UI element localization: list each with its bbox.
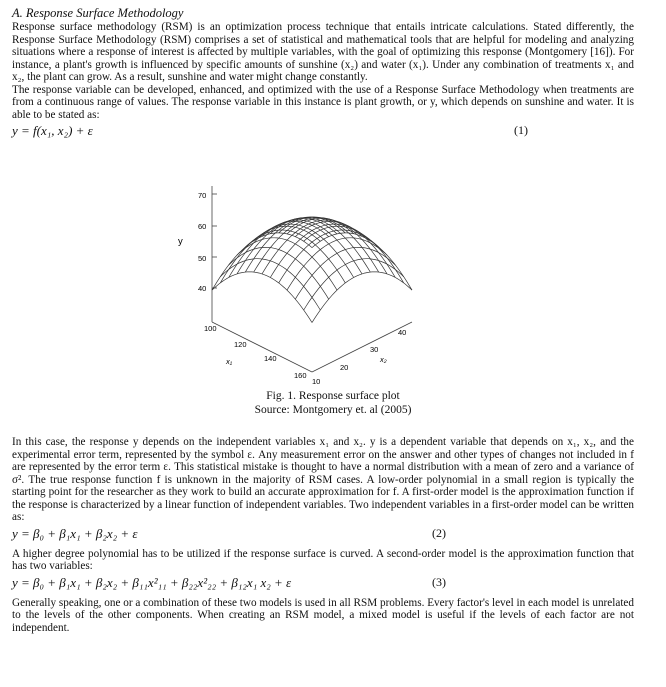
equation-2-row [12, 524, 634, 542]
equation-1-number: (1) [514, 123, 528, 137]
equation-2: y = β₀ + β₁x₁ + β₂x₂ + ε [12, 525, 138, 541]
x1-tick-label: 140 [264, 354, 277, 363]
paragraph-intro: Response surface methodology (RSM) is an optimization process technique that entails intricate calculations. Stated differently, the Response Surface Methodology (RSM) comprises a set of statistical and mathematical tools that are helpful for modeling and analyzing situations where a response of interest is affected by multiple variables, with the goal of optimizing this response (Montgomery [16]). For instance, a plant's growth is influenced by specific amounts of sunshine (x₂) and water (x₁). Under any combination of treatments x₁ and x₂, the plant can grow. As a result, sunshine and water might change constantly. [12, 21, 634, 83]
x1-tick-label: 120 [234, 340, 247, 349]
y-tick-label: 70 [198, 191, 207, 200]
surface-grid-line [254, 218, 354, 273]
y-axis-label: y [178, 236, 183, 247]
x1-axis-label: x₁ [226, 357, 233, 366]
x2-tick-label: 30 [370, 345, 379, 354]
response-surface-figure [0, 176, 666, 388]
equation-2-number: (2) [432, 525, 446, 540]
paragraph-response-variable: The response variable can be developed, enhanced, and optimized with the use of a Response Surface Methodology when treatments are from a continuous range of values. The response variable in this instance is plant growth, or y, which depends on sunshine and water. It is able to be stated as: [12, 83, 634, 121]
surface-grid-line [287, 238, 387, 290]
y-tick-label: 40 [198, 284, 207, 293]
paragraph-second-order: A higher degree polynomial has to be utilized if the response surface is curved. A second-order model is the approximation function that has two variables: [12, 547, 634, 572]
x2-tick-label: 10 [312, 377, 321, 386]
paper-page [12, 6, 634, 139]
x2-tick-label: 40 [398, 328, 407, 337]
equation-3: y = β₀ + β₁x₁ + β₂x₂ + β₁₁x²₁₁ + β₂₂x²₂₂ + β₁₂x₁ x₂ + ε [12, 574, 292, 590]
surface-grid-line [245, 230, 345, 283]
y-tick-label: 60 [198, 222, 207, 231]
surface-grid-line [237, 238, 337, 290]
paragraph-models: Generally speaking, one or a combination of these two models is used in all RSM problems. Every factor's level in each model is unrelated to the levels of the other components. When creating an RSM model, a mixed model is useful if the levels of each factor are not independent. [12, 596, 634, 634]
paper-page-lower [12, 436, 634, 634]
x2-axis-label: x₂ [380, 355, 387, 364]
surface-grid-line [279, 230, 379, 283]
y-tick-label: 50 [198, 254, 207, 263]
x2-axis-line [312, 322, 412, 372]
surface-grid-line [270, 218, 370, 273]
equation-1-row [12, 121, 634, 139]
section-heading: A. Response Surface Methodology [12, 6, 184, 20]
response-surface-mesh [212, 217, 412, 323]
equation-1: y = f(x₁, x₂) + ε [12, 123, 93, 138]
figure-caption: Fig. 1. Response surface plot [266, 390, 400, 402]
x1-tick-label: 100 [204, 324, 217, 333]
x1-tick-label: 160 [294, 371, 307, 380]
equation-3-row [12, 573, 634, 591]
surface-grid-line [312, 233, 412, 290]
equation-3-number: (3) [432, 574, 446, 589]
surface-grid-line [212, 233, 312, 290]
paragraph-error-term: In this case, the response y depends on the independent variables x₁ and x₂. y is a dependent variable that depends on x₁, x₂, and the experimental error term, represented by the symbol ε. Any measurement error on the answer and other types of changes not included in f are represented by the error term ε. This statistical mistake is thought to have a normal distribution with a mean of zero and a variance of σ². The true response function f is unknown in the majority of RSM cases. A low-order polynomial in a small region is typically the starting point for the researcher as they work to build an accurate approximation for f. A first-order model is the approximation function if the response is characterized by a linear function of independent variables. Two independent variables in a first-order model can be written as: [12, 436, 634, 523]
figure-source: Source: Montgomery et. al (2005) [254, 404, 412, 416]
x2-tick-label: 20 [340, 363, 349, 372]
